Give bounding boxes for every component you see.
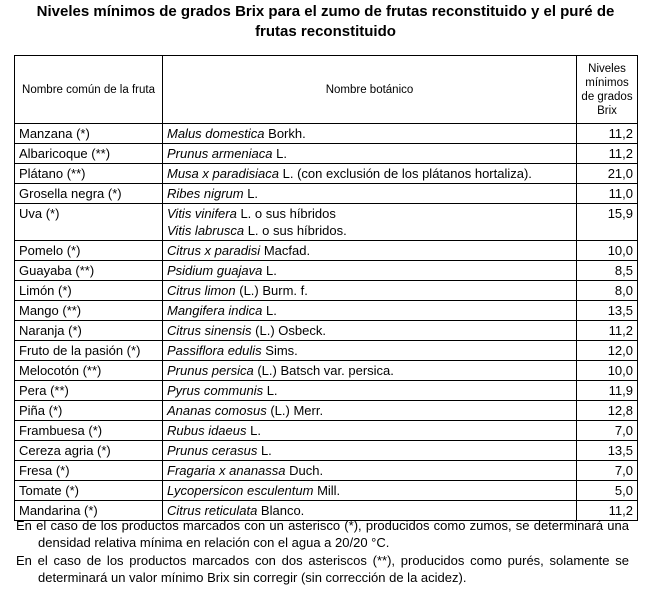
document-title [0, 2, 651, 42]
cell-botanical-name [163, 321, 577, 341]
header-common-name: Nombre común de la fruta [15, 56, 163, 124]
botanical-line [167, 422, 572, 439]
botanical-authority: Sims. [261, 343, 298, 358]
cell-common-name: Fresa (*) [15, 461, 163, 481]
botanical-species-name: Malus domestica [167, 126, 265, 141]
table-row [15, 124, 638, 144]
botanical-authority: L. [263, 383, 278, 398]
cell-brix-value: 7,0 [577, 461, 638, 481]
botanical-authority: (L.) Burm. f. [235, 283, 308, 298]
title-line-1: Niveles mínimos de grados Brix para el zumo de frutas reconstituido y el puré de [36, 3, 615, 20]
cell-common-name: Grosella negra (*) [15, 184, 163, 204]
botanical-species-name: Lycopersicon esculentum [167, 483, 314, 498]
cell-common-name: Piña (*) [15, 401, 163, 421]
botanical-line [167, 262, 572, 279]
cell-botanical-name [163, 361, 577, 381]
cell-common-name: Tomate (*) [15, 481, 163, 501]
cell-common-name: Pera (**) [15, 381, 163, 401]
botanical-authority: L. [246, 423, 261, 438]
cell-common-name: Naranja (*) [15, 321, 163, 341]
botanical-authority: L. [257, 443, 272, 458]
cell-common-name: Manzana (*) [15, 124, 163, 144]
botanical-species-name: Ananas comosus [167, 403, 267, 418]
botanical-authority: L. [243, 186, 259, 201]
cell-brix-value: 8,0 [577, 281, 638, 301]
botanical-species-name: Vitis labrusca [167, 223, 245, 238]
botanical-line [167, 482, 572, 499]
cell-common-name: Fruto de la pasión (*) [15, 341, 163, 361]
botanical-line [167, 362, 572, 379]
table-row [15, 301, 638, 321]
cell-common-name: Limón (*) [15, 281, 163, 301]
brix-table [14, 55, 638, 521]
header-botanical-name: Nombre botánico [163, 56, 577, 124]
cell-common-name: Albaricoque (**) [15, 144, 163, 164]
table-row [15, 261, 638, 281]
cell-brix-value: 11,2 [577, 124, 638, 144]
botanical-line [167, 205, 572, 222]
table-row [15, 361, 638, 381]
cell-botanical-name [163, 281, 577, 301]
botanical-species-name: Citrus x paradisi [167, 243, 261, 258]
botanical-line [167, 322, 572, 339]
cell-brix-value: 11,0 [577, 184, 638, 204]
footnote: En el caso de los productos marcados con un asterisco (*), producidos como zumos, se determinará una densidad relativa mínima en relación con el agua a 20/20 °C. [16, 518, 629, 550]
cell-common-name: Plátano (**) [15, 164, 163, 184]
cell-brix-value: 7,0 [577, 421, 638, 441]
table-row [15, 144, 638, 164]
table-row [15, 441, 638, 461]
cell-brix-value: 11,2 [577, 321, 638, 341]
botanical-species-name: Citrus limon [167, 283, 236, 298]
cell-botanical-name [163, 461, 577, 481]
cell-common-name: Cereza agria (*) [15, 441, 163, 461]
botanical-species-name: Mangifera indica [167, 303, 263, 318]
table-row [15, 281, 638, 301]
cell-botanical-name [163, 341, 577, 361]
botanical-authority: L. [272, 146, 287, 161]
botanical-authority: Duch. [285, 463, 324, 478]
cell-botanical-name [163, 441, 577, 461]
cell-brix-value: 13,5 [577, 441, 638, 461]
cell-botanical-name [163, 164, 577, 184]
botanical-authority: L. o sus híbridos [236, 206, 336, 221]
cell-common-name: Uva (*) [15, 204, 163, 241]
cell-botanical-name [163, 184, 577, 204]
botanical-line [167, 442, 572, 459]
botanical-species-name: Vitis vinifera [167, 206, 237, 221]
cell-botanical-name [163, 481, 577, 501]
botanical-species-name: Citrus sinensis [167, 323, 252, 338]
table-body [15, 124, 638, 521]
cell-botanical-name [163, 381, 577, 401]
cell-brix-value: 5,0 [577, 481, 638, 501]
botanical-authority: (L.) Batsch var. persica. [253, 363, 394, 378]
cell-common-name: Mandarina (*) [15, 501, 163, 521]
botanical-authority: Borkh. [264, 126, 306, 141]
cell-brix-value: 10,0 [577, 361, 638, 381]
botanical-species-name: Ribes nigrum [167, 186, 244, 201]
botanical-authority: L. [262, 263, 277, 278]
cell-brix-value: 12,0 [577, 341, 638, 361]
cell-botanical-name [163, 261, 577, 281]
botanical-line [167, 302, 572, 319]
cell-botanical-name [163, 421, 577, 441]
botanical-line [167, 222, 572, 239]
cell-common-name: Pomelo (*) [15, 241, 163, 261]
botanical-line [167, 242, 572, 259]
table-row [15, 241, 638, 261]
header-brix-level: Niveles mínimos de grados Brix [577, 56, 638, 124]
botanical-line [167, 382, 572, 399]
table-header [15, 56, 638, 124]
botanical-authority: Macfad. [260, 243, 311, 258]
botanical-species-name: Prunus armeniaca [167, 146, 273, 161]
cell-brix-value: 12,8 [577, 401, 638, 421]
botanical-species-name: Psidium guajava [167, 263, 263, 278]
table-row [15, 204, 638, 241]
cell-botanical-name [163, 401, 577, 421]
cell-botanical-name [163, 144, 577, 164]
botanical-authority: Mill. [313, 483, 341, 498]
botanical-species-name: Citrus reticulata [167, 503, 258, 518]
botanical-line [167, 342, 572, 359]
botanical-species-name: Prunus cerasus [167, 443, 258, 458]
botanical-line [167, 165, 572, 182]
botanical-authority: (L.) Osbeck. [251, 323, 326, 338]
botanical-species-name: Musa x paradisiaca [167, 166, 279, 181]
footnote: En el caso de los productos marcados con dos asteriscos (**), producidos como purés, solamente se determinará un valor mínimo Brix sin corregir (sin corrección de la acidez). [16, 553, 629, 585]
botanical-species-name: Fragaria x ananassa [167, 463, 286, 478]
cell-brix-value: 11,9 [577, 381, 638, 401]
botanical-species-name: Rubus idaeus [167, 423, 247, 438]
table-row [15, 184, 638, 204]
cell-brix-value: 8,5 [577, 261, 638, 281]
botanical-authority: (L.) Merr. [266, 403, 324, 418]
table-row [15, 421, 638, 441]
table-row [15, 381, 638, 401]
botanical-authority: L. [262, 303, 277, 318]
botanical-line [167, 462, 572, 479]
botanical-line [167, 145, 572, 162]
cell-brix-value: 10,0 [577, 241, 638, 261]
botanical-line [167, 402, 572, 419]
botanical-line [167, 125, 572, 142]
botanical-authority: L. (con exclusión de los plátanos hortaliza). [279, 166, 532, 181]
header-row [15, 56, 638, 124]
cell-botanical-name [163, 241, 577, 261]
cell-common-name: Mango (**) [15, 301, 163, 321]
table-row [15, 481, 638, 501]
botanical-species-name: Passiflora edulis [167, 343, 262, 358]
cell-common-name: Melocotón (**) [15, 361, 163, 381]
cell-brix-value: 15,9 [577, 204, 638, 241]
cell-botanical-name [163, 204, 577, 241]
title-line-2: frutas reconstituido [255, 23, 396, 40]
botanical-species-name: Prunus persica [167, 363, 254, 378]
cell-brix-value: 21,0 [577, 164, 638, 184]
table-row [15, 401, 638, 421]
botanical-species-name: Pyrus communis [167, 383, 264, 398]
cell-brix-value: 11,2 [577, 501, 638, 521]
table-row [15, 164, 638, 184]
botanical-line [167, 185, 572, 202]
table-row [15, 461, 638, 481]
botanical-authority: Blanco. [257, 503, 305, 518]
cell-common-name: Frambuesa (*) [15, 421, 163, 441]
cell-botanical-name [163, 124, 577, 144]
cell-brix-value: 11,2 [577, 144, 638, 164]
table-row [15, 341, 638, 361]
botanical-authority: L. o sus híbridos. [244, 223, 347, 238]
botanical-line [167, 282, 572, 299]
footnotes [16, 517, 629, 587]
cell-common-name: Guayaba (**) [15, 261, 163, 281]
table-row [15, 321, 638, 341]
cell-botanical-name [163, 301, 577, 321]
cell-brix-value: 13,5 [577, 301, 638, 321]
